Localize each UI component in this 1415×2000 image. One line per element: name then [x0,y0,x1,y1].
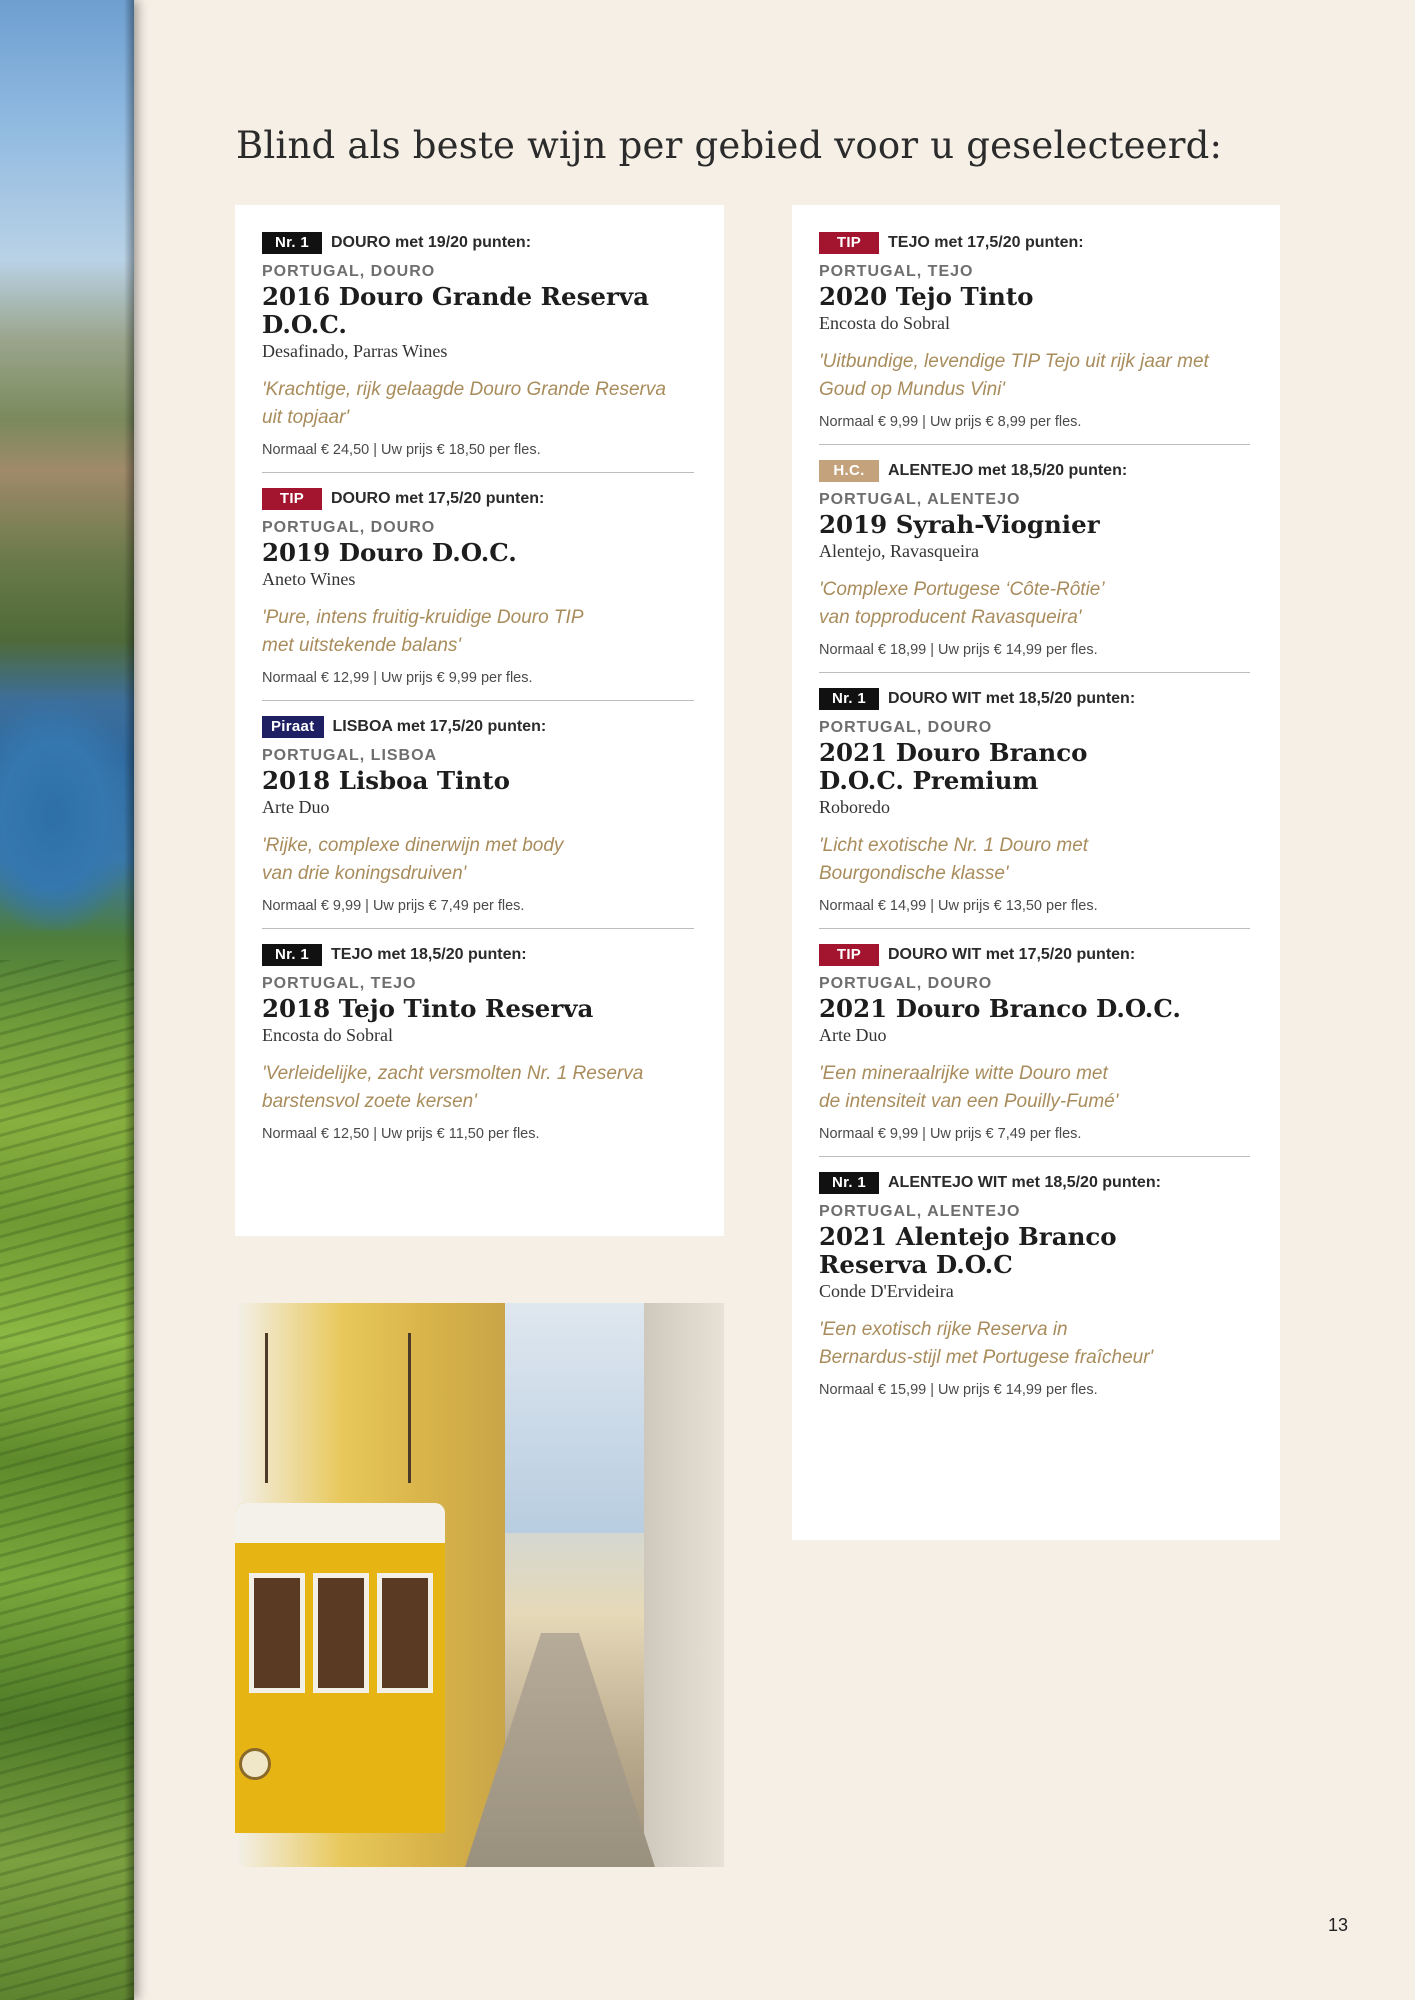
wine-name: 2018 Lisboa Tinto [262,766,510,795]
wine-area-score: TEJO met 17,5/20 punten: [888,234,1084,251]
photo-white-building [644,1303,724,1867]
wine-name: 2020 Tejo Tinto [819,282,1034,311]
wine-entry [819,231,1250,444]
wine-list-right [792,205,1280,1540]
tram-window [377,1573,433,1693]
page-title: Blind als beste wijn per gebied voor u geselecteerd: [236,124,1223,167]
wine-entry [262,700,694,928]
wine-area-score: LISBOA met 17,5/20 punten: [332,718,547,735]
wine-region: PORTUGAL, DOURO [819,719,993,736]
river-illustration [0,700,134,930]
photo-sky [505,1303,644,1533]
wine-heading-row [262,943,694,967]
wine-heading-row [819,459,1250,483]
wine-name: 2021 Douro Branco D.O.C. Premium [819,738,1088,795]
wine-entry [262,472,694,700]
wine-producer: Arte Duo [262,797,330,817]
tram-window [249,1573,305,1693]
wine-region: PORTUGAL, TEJO [819,263,974,280]
rating-badge: Nr. 1 [262,944,322,966]
lisbon-tram-photo [235,1303,724,1867]
wine-area-score: ALENTEJO met 18,5/20 punten: [888,462,1128,479]
wine-entry [819,928,1250,1156]
wine-producer: Conde D'Ervideira [819,1281,954,1301]
wine-name: 2021 Alentejo Branco Reserva D.O.C [819,1222,1117,1279]
page-fold-shadow [124,0,134,2000]
wine-tasting-quote: 'Rijke, complexe dinerwijn met body van drie koningsdruiven' [262,835,564,884]
rating-badge: TIP [819,232,879,254]
wine-area-score: DOURO met 19/20 punten: [331,234,532,251]
wine-heading-row [262,715,694,739]
landscape-photo-strip [0,0,134,2000]
wine-producer: Arte Duo [819,1025,887,1045]
wine-area-score: DOURO WIT met 18,5/20 punten: [888,690,1136,707]
wine-name: 2016 Douro Grande Reserva D.O.C. [262,282,650,339]
wine-price: Normaal € 12,99 | Uw prijs € 9,99 per fles. [262,670,533,686]
wine-name: 2019 Douro D.O.C. [262,538,517,567]
wine-producer: Encosta do Sobral [819,313,950,333]
wine-region: PORTUGAL, ALENTEJO [819,491,1021,508]
wine-producer: Alentejo, Ravasqueira [819,541,979,561]
wine-entry [819,444,1250,672]
tram-headlamp [239,1748,271,1780]
page-number: 13 [1328,1915,1349,1935]
wine-region: PORTUGAL, DOURO [262,519,436,536]
rating-badge: TIP [262,488,322,510]
wine-list-left [235,205,724,1236]
wine-entry [262,231,694,472]
wine-price: Normaal € 24,50 | Uw prijs € 18,50 per fles. [262,442,541,458]
tram-window [313,1573,369,1693]
wine-producer: Desafinado, Parras Wines [262,341,448,361]
wine-entry [262,928,694,1156]
wine-region: PORTUGAL, DOURO [262,263,436,280]
wine-tasting-quote: 'Een mineraalrijke witte Douro met de intensiteit van een Pouilly-Fumé' [819,1063,1119,1112]
tram-roof [235,1503,445,1543]
wine-price: Normaal € 9,99 | Uw prijs € 7,49 per fles. [819,1126,1082,1142]
wine-price: Normaal € 12,50 | Uw prijs € 11,50 per fles. [262,1126,540,1142]
vineyard-terraces [0,960,134,2000]
wine-area-score: ALENTEJO WIT met 18,5/20 punten: [888,1174,1161,1191]
wine-name: 2018 Tejo Tinto Reserva [262,994,594,1023]
wine-price: Normaal € 18,99 | Uw prijs € 14,99 per fles. [819,642,1098,658]
wine-name: 2019 Syrah-Viognier [819,510,1100,539]
wine-price: Normaal € 9,99 | Uw prijs € 7,49 per fles. [262,898,525,914]
wine-heading-row [262,487,694,511]
wine-region: PORTUGAL, DOURO [819,975,993,992]
wine-region: PORTUGAL, ALENTEJO [819,1203,1021,1220]
wine-tasting-quote: 'Complexe Portugese ‘Côte-Rôtie’ van topproducent Ravasqueira' [819,579,1105,628]
rating-badge: Nr. 1 [819,688,879,710]
wine-entry [819,672,1250,928]
wine-price: Normaal € 9,99 | Uw prijs € 8,99 per fles. [819,414,1082,430]
wine-area-score: DOURO WIT met 17,5/20 punten: [888,946,1136,963]
wine-tasting-quote: 'Verleidelijke, zacht versmolten Nr. 1 Reserva barstensvol zoete kersen' [262,1063,644,1112]
rating-badge: H.C. [819,460,879,482]
wine-heading-row [819,1171,1250,1195]
wine-tasting-quote: 'Licht exotische Nr. 1 Douro met Bourgondische klasse' [819,835,1089,884]
wine-tasting-quote: 'Pure, intens fruitig-kruidige Douro TIP met uitstekende balans' [262,607,584,656]
wine-heading-row [262,231,694,255]
wine-heading-row [819,943,1250,967]
rating-badge: Piraat [262,716,324,738]
wine-tasting-quote: 'Een exotisch rijke Reserva in Bernardus-stijl met Portugese fraîcheur' [819,1319,1154,1368]
wine-name: 2021 Douro Branco D.O.C. [819,994,1181,1023]
photo-tram-pole [265,1333,411,1483]
wine-heading-row [819,231,1250,255]
wine-entry [819,1156,1250,1412]
wine-producer: Roboredo [819,797,890,817]
wine-producer: Encosta do Sobral [262,1025,393,1045]
wine-tasting-quote: 'Krachtige, rijk gelaagde Douro Grande Reserva uit topjaar' [262,379,666,428]
wine-region: PORTUGAL, LISBOA [262,747,438,764]
wine-price: Normaal € 15,99 | Uw prijs € 14,99 per fles. [819,1382,1098,1398]
rating-badge: Nr. 1 [262,232,322,254]
rating-badge: Nr. 1 [819,1172,879,1194]
photo-yellow-tram [235,1503,445,1833]
wine-area-score: DOURO met 17,5/20 punten: [331,490,545,507]
wine-price: Normaal € 14,99 | Uw prijs € 13,50 per fles. [819,898,1098,914]
rating-badge: TIP [819,944,879,966]
wine-tasting-quote: 'Uitbundige, levendige TIP Tejo uit rijk jaar met Goud op Mundus Vini' [819,351,1209,400]
wine-area-score: TEJO met 18,5/20 punten: [331,946,527,963]
wine-heading-row [819,687,1250,711]
wine-region: PORTUGAL, TEJO [262,975,417,992]
wine-producer: Aneto Wines [262,569,356,589]
